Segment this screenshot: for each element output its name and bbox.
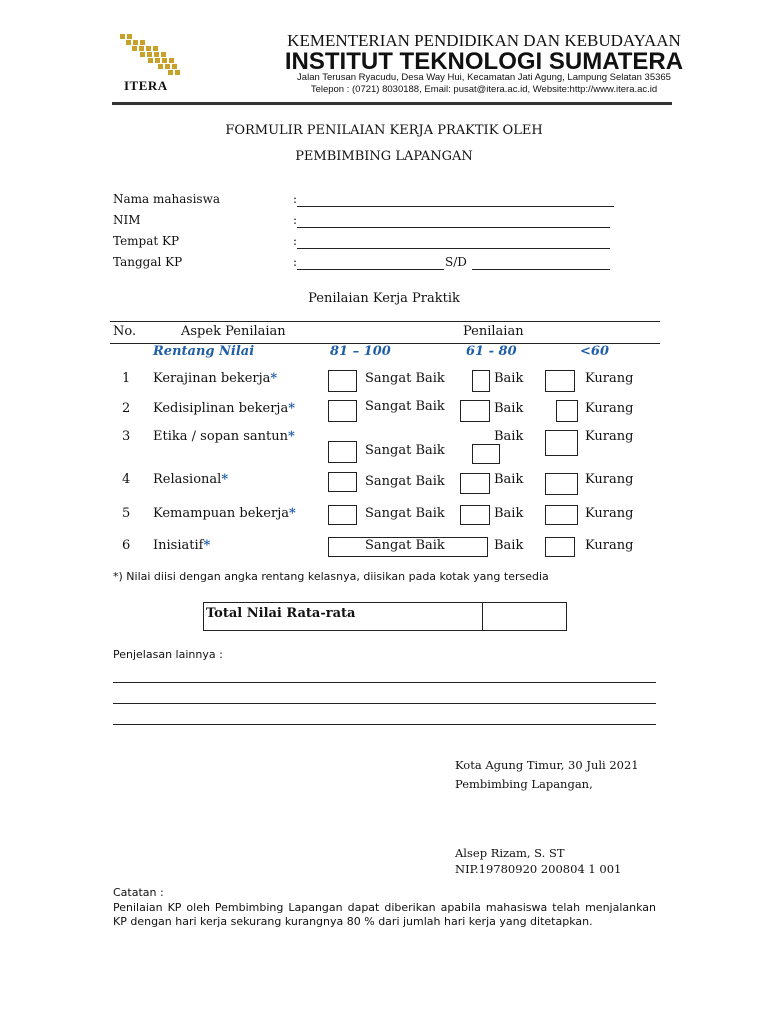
nim-field[interactable] bbox=[297, 227, 610, 228]
logo-text: ITERA bbox=[124, 78, 168, 93]
student-name-field[interactable] bbox=[297, 206, 614, 207]
total-score-label: Total Nilai Rata-rata bbox=[206, 606, 356, 621]
place-label: Tempat KP bbox=[113, 234, 180, 248]
explanation-line[interactable] bbox=[113, 682, 656, 683]
institute-address: Jalan Terusan Ryacudu, Desa Way Hui, Kecamatan Jati Agung, Lampung Selatan 35365 bbox=[297, 72, 671, 83]
option-mid-label: Baik bbox=[494, 401, 524, 416]
signature-role: Pembimbing Lapangan, bbox=[455, 777, 593, 791]
notes-text: Penilaian KP oleh Pembimbing Lapangan dapat diberikan apabila mahasiswa telah menjalankan KP dengan hari kerja sekurang kurangnya 80 % dari jumlah hari kerja yang ditetapkan. bbox=[113, 901, 656, 928]
colon: : bbox=[293, 255, 298, 269]
nim-label: NIM bbox=[113, 213, 141, 227]
option-low-label: Kurang bbox=[585, 506, 634, 521]
option-low-label: Kurang bbox=[585, 538, 634, 553]
option-high-label: Sangat Baik bbox=[365, 474, 445, 489]
date-end-field[interactable] bbox=[472, 269, 610, 270]
option-high-label: Sangat Baik bbox=[365, 399, 445, 414]
explanation-label: Penjelasan lainnya : bbox=[113, 648, 223, 661]
column-no-header: No. bbox=[113, 324, 137, 339]
option-high-label: Sangat Baik bbox=[365, 506, 445, 521]
range-low: <60 bbox=[580, 344, 609, 359]
date-label: Tanggal KP bbox=[113, 255, 183, 269]
signature-place-date: Kota Agung Timur, 30 Juli 2021 bbox=[455, 758, 639, 772]
column-score-header: Penilaian bbox=[463, 324, 524, 339]
option-high-label: Sangat Baik bbox=[365, 371, 445, 386]
option-low-label: Kurang bbox=[585, 401, 634, 416]
score-box-mid[interactable] bbox=[460, 505, 490, 525]
score-box-low[interactable] bbox=[556, 400, 578, 422]
ministry-name: KEMENTERIAN PENDIDIKAN DAN KEBUDAYAAN bbox=[287, 31, 681, 50]
option-mid-label: Baik bbox=[494, 371, 524, 386]
total-score-field[interactable] bbox=[484, 603, 566, 630]
score-box-mid[interactable] bbox=[460, 473, 490, 494]
row-aspect: Relasional* bbox=[153, 472, 229, 487]
place-field[interactable] bbox=[297, 248, 610, 249]
score-box-high[interactable] bbox=[328, 472, 357, 492]
institute-name: INSTITUT TEKNOLOGI SUMATERA bbox=[284, 48, 684, 75]
score-box-high[interactable] bbox=[328, 505, 357, 525]
option-high-label: Sangat Baik bbox=[365, 538, 445, 553]
score-box-low[interactable] bbox=[545, 430, 578, 456]
range-mid: 61 - 80 bbox=[466, 344, 517, 359]
option-high-label: Sangat Baik bbox=[365, 443, 445, 458]
score-box-high[interactable] bbox=[328, 370, 357, 392]
explanation-line[interactable] bbox=[113, 703, 656, 704]
score-box-high[interactable] bbox=[328, 441, 357, 463]
score-box-mid[interactable] bbox=[472, 444, 500, 464]
assessment-heading: Penilaian Kerja Praktik bbox=[308, 291, 460, 306]
row-aspect: Etika / sopan santun* bbox=[153, 429, 295, 444]
signature-name: Alsep Rizam, S. ST bbox=[455, 846, 565, 860]
range-high: 81 – 100 bbox=[330, 344, 391, 359]
row-number: 4 bbox=[122, 472, 131, 487]
row-aspect: Inisiatif* bbox=[153, 538, 211, 553]
row-number: 6 bbox=[122, 538, 131, 553]
colon: : bbox=[293, 192, 298, 206]
score-box-mid[interactable] bbox=[460, 400, 490, 422]
score-box-mid[interactable] bbox=[472, 370, 490, 392]
form-title-line1: FORMULIR PENILAIAN KERJA PRAKTIK OLEH bbox=[225, 123, 543, 138]
form-title-line2: PEMBIMBING LAPANGAN bbox=[295, 149, 473, 164]
option-mid-label: Baik bbox=[494, 538, 524, 553]
option-mid-label: Baik bbox=[494, 472, 524, 487]
explanation-line[interactable] bbox=[113, 724, 656, 725]
colon: : bbox=[293, 213, 298, 227]
letterhead-divider bbox=[112, 102, 672, 105]
column-aspect-header: Aspek Penilaian bbox=[181, 324, 286, 339]
option-low-label: Kurang bbox=[585, 472, 634, 487]
score-box-low[interactable] bbox=[545, 537, 575, 557]
institute-contact: Telepon : (0721) 8030188, Email: pusat@itera.ac.id, Website:http://www.itera.ac.id bbox=[310, 84, 658, 95]
footnote: *) Nilai diisi dengan angka rentang kelasnya, diisikan pada kotak yang tersedia bbox=[113, 570, 549, 583]
itera-logo-icon bbox=[112, 28, 202, 80]
option-mid-label: Baik bbox=[494, 506, 524, 521]
total-score-table bbox=[203, 602, 567, 631]
signature-nip: NIP.19780920 200804 1 001 bbox=[455, 862, 622, 876]
score-box-low[interactable] bbox=[545, 370, 575, 392]
row-aspect: Kemampuan bekerja* bbox=[153, 506, 296, 521]
row-number: 5 bbox=[122, 506, 131, 521]
row-number: 1 bbox=[122, 371, 131, 386]
range-label: Rentang Nilai bbox=[153, 344, 255, 359]
score-box-low[interactable] bbox=[545, 473, 578, 495]
score-box-low[interactable] bbox=[545, 505, 578, 525]
option-mid-label: Baik bbox=[494, 429, 524, 444]
row-aspect: Kerajinan bekerja* bbox=[153, 371, 278, 386]
total-divider bbox=[482, 603, 483, 630]
letterhead bbox=[112, 28, 684, 100]
row-number: 3 bbox=[122, 429, 131, 444]
score-box-high[interactable] bbox=[328, 400, 357, 422]
date-start-field[interactable] bbox=[297, 269, 444, 270]
row-number: 2 bbox=[122, 401, 131, 416]
option-low-label: Kurang bbox=[585, 429, 634, 444]
date-separator: S/D bbox=[445, 255, 467, 269]
notes-label: Catatan : bbox=[113, 886, 164, 899]
row-aspect: Kedisiplinan bekerja* bbox=[153, 401, 296, 416]
colon: : bbox=[293, 234, 298, 248]
option-low-label: Kurang bbox=[585, 371, 634, 386]
student-name-label: Nama mahasiswa bbox=[113, 192, 220, 206]
table-top-border bbox=[110, 321, 660, 322]
